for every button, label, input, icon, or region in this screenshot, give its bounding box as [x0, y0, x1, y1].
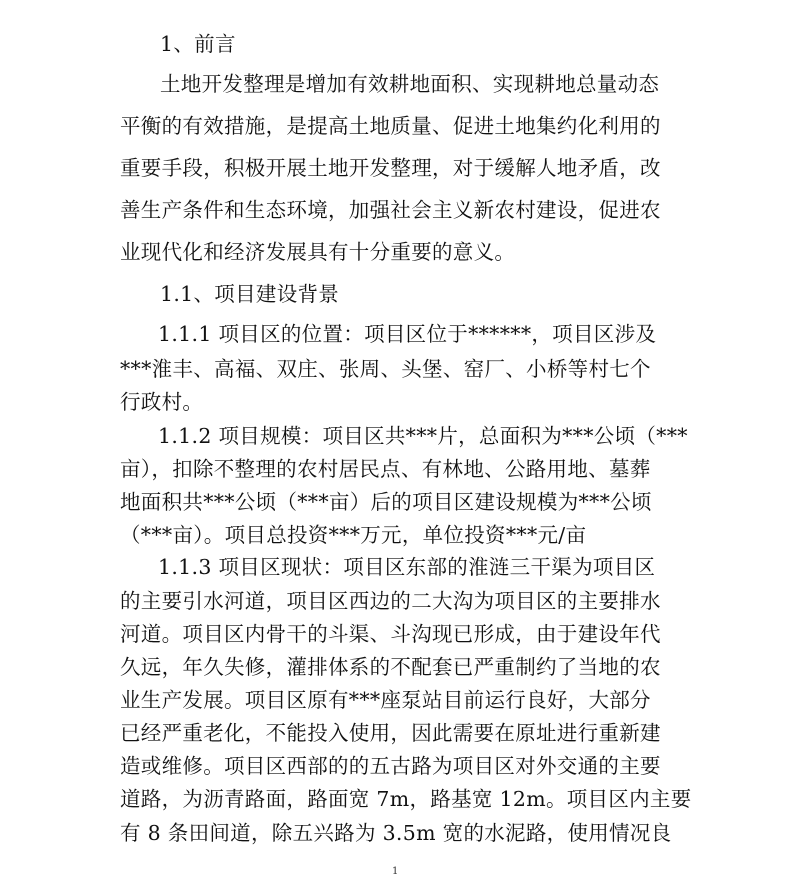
paragraph-line: 造或维修。项目区西部的的五古路为项目区对外交通的主要: [120, 754, 661, 778]
paragraph-line: 行政村。: [120, 390, 204, 414]
paragraph-line: 业现代化和经济发展具有十分重要的意义。: [120, 240, 516, 264]
paragraph-line: 河道。项目区内骨干的斗渠、斗沟现已形成，由于建设年代: [120, 622, 661, 646]
paragraph-line: 1.1.2 项目规模：项目区共***片，总面积为***公顷（***: [158, 424, 688, 448]
paragraph-line: 亩），扣除不整理的农村居民点、有林地、公路用地、墓葬: [120, 457, 651, 481]
paragraph-line: 1.1.1 项目区的位置：项目区位于******，项目区涉及: [158, 322, 657, 346]
paragraph-line: 重要手段，积极开展土地开发整理，对于缓解人地矛盾，改: [120, 156, 661, 180]
paragraph-line: 善生产条件和生态环境，加强社会主义新农村建设，促进农: [120, 198, 661, 222]
paragraph-line: 1.1.3 项目区现状：项目区东部的淮涟三干渠为项目区: [158, 555, 656, 579]
paragraph-line: （***亩）。项目总投资***万元，单位投资***元/亩: [120, 523, 587, 547]
paragraph-line: ***淮丰、高福、双庄、张周、头堡、窑厂、小桥等村七个: [120, 357, 651, 381]
paragraph-line: 有 8 条田间道，除五兴路为 3.5m 宽的水泥路，使用情况良: [120, 821, 672, 845]
section-heading-1-1: 1.1、项目建设背景: [160, 282, 340, 306]
page-number: 1: [392, 866, 399, 877]
paragraph-line: 道路，为沥青路面，路面宽 7m，路基宽 12m。项目区内主要: [120, 787, 692, 811]
paragraph-line: 久远，年久失修，灌排体系的不配套已严重制约了当地的农: [120, 655, 661, 679]
paragraph-line: 业生产发展。项目区原有***座泵站目前运行良好，大部分: [120, 688, 651, 712]
paragraph-line: 的主要引水河道，项目区西边的二大沟为项目区的主要排水: [120, 589, 661, 613]
paragraph-line: 已经严重老化，不能投入使用，因此需要在原址进行重新建: [120, 721, 661, 745]
paragraph-line: 平衡的有效措施，是提高土地质量、促进土地集约化利用的: [120, 114, 661, 138]
paragraph-line: 地面积共***公顷（***亩）后的项目区建设规模为***公顷: [120, 490, 652, 514]
paragraph-line: 土地开发整理是增加有效耕地面积、实现耕地总量动态: [160, 72, 660, 96]
section-heading-1: 1、前言: [160, 32, 236, 56]
